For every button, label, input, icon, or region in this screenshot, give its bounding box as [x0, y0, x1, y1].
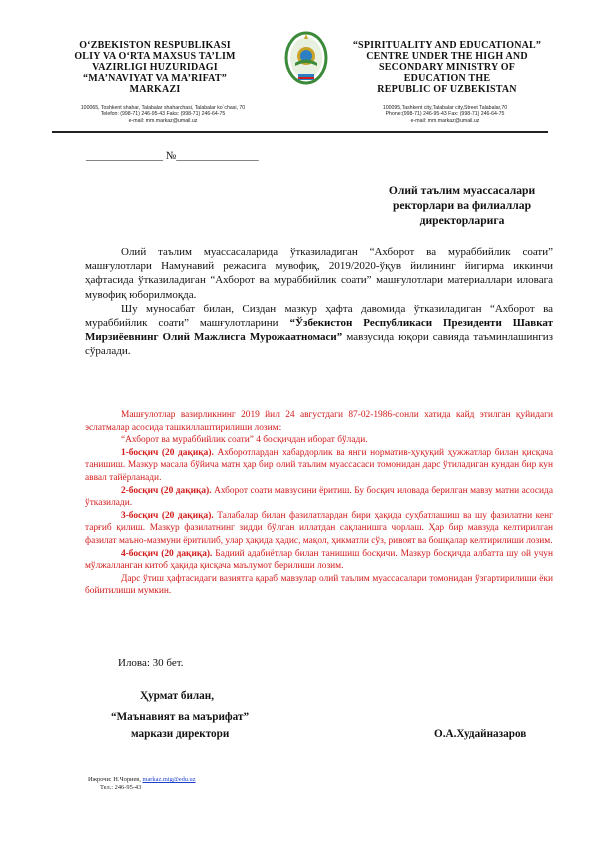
step-3-text: Талабалар билан фазилатлардан бири ҳақида суҳбатлашиш ва шу фазилатни кенг тарғиб қилиш. Мазкур фазилатнинг зидди бўлган иллатдан сақланишга чорлаш. Ҳар бир мавзуда келтирилган фазилат маъно-мазмуни ёритилиб, улар ҳақида ҳадис, мақол, ҳикматли сўз, ривоят ва бошқалар келтирилиши лозим. [85, 510, 553, 546]
guidelines-step-3 [85, 510, 553, 548]
step-2-text: Ахборот соати мавзусини ёритиш. Бу босқич иловада берилган мавзу матни асосида ўтказилади. [85, 485, 553, 509]
header-left-address [48, 105, 278, 124]
step-4-text: Бадиий адабиётлар билан танишиш босқичи. Мазкур босқичда албатта шу ой учун мўлжалланган китоб ҳақида қисқача маълумот берилиши лозим. [85, 548, 553, 572]
addressee-line: ректорлари ва филиаллар [392, 199, 532, 212]
header-right-line: “SPIRITUALITY AND EDUCATIONAL” [352, 40, 542, 51]
address-line: 100065, Toshkent shahar, Talabalar shaharchasi, Talabalar ko`chasi, 70 [80, 105, 246, 111]
paragraph-intro: Олий таълим муассасаларида ўтказиладиган “Ахборот ва мураббийлик соати” машғулотлари Намунавий режасига мувофиқ, 2019/2020-ўқув йилининг йигирма иккинчи ҳафтасида ўтказиладиган “Ахборот ва мураббийлик соати” машғулотлари материаллари иловага мувофиқ юборилмоқда. [85, 246, 553, 301]
signature-regards: Ҳурмат билан, [140, 690, 215, 702]
header-right-org [338, 40, 556, 95]
header-left-line: VAZIRLIGI HUZURIDAGI [92, 62, 218, 73]
address-line: e-mail: mm.markaz@umail.uz [128, 117, 198, 124]
step-1-text: Ахборотлардан хабардорлик ва янги норматив-ҳуқуқий ҳужжатлар билан қисқача танишиш. Мазкур масала бўйича матн ҳар бир олий таълим муассасаси томонидан дарс ўтиладиган кундан бир кун аввал тайёрланади. [85, 447, 553, 483]
request-text-start: Шу муносабат билан, Сиздан мазкур ҳафта давомида ўтказиладиган “Ахборот ва мураббийлик соати” машғулотларини [85, 302, 553, 330]
address-line: Telefon: (998-71) 246-95-43 Faks: (998-71) 246-64-75 [100, 111, 226, 118]
executor-phone: Тел.: 246-95-43 [100, 784, 142, 791]
signature-org-line-2: маркази директори [131, 728, 230, 740]
header-left-line: MARKAZI [129, 84, 181, 95]
guidelines-closing: Дарс ўтиш ҳафтасидаги вазиятга қараб мавзулар олий таълим муассасалари томонидан ўзгартирилиши ёки бойитилиши мумкин. [85, 573, 553, 597]
paragraph-request [85, 302, 553, 359]
addressee-block [362, 183, 562, 228]
signature-name: О.А.Худайназаров [434, 728, 527, 740]
header-left-line: “MA’NAVIYAT VA MA’RIFAT” [83, 73, 227, 84]
request-text-end: мавзусида юқори савияда таъминлашингиз сўралади. [85, 331, 553, 358]
executor-line [88, 776, 196, 784]
uzbekistan-emblem-icon [283, 30, 329, 86]
guidelines-intro: Машғулотлар вазирликнинг 2019 йил 24 августдаги 87-02-1986-сонли хатида кайд этилган қуйидаги эслатмалар асосида ташкиллаштирилиши лозим: [85, 410, 553, 433]
guidelines-intro-2: “Ахборот ва мураббийлик соати” 4 босқичдан иборат бўлади. [121, 435, 368, 446]
step-3-title: 3-босқич (20 дақиқа). [121, 510, 214, 521]
request-topic: “Ўзбекистон Республикаси Президенти Шавкат Мирзиёевнинг Олий Мажлисга Мурожаатномаси” [85, 317, 554, 344]
header-left-org [50, 40, 260, 95]
guidelines-step-1 [85, 447, 553, 485]
letter-body [85, 245, 553, 359]
executor-email-link[interactable]: markaz.mig@edu.uz [142, 776, 196, 783]
header-right-line: CENTRE UNDER THE HIGH AND [366, 51, 528, 62]
header-right-line: REPUBLIC OF UZBEKISTAN [377, 84, 517, 95]
signature-org-line-1: “Маънавият ва маърифат” [111, 711, 250, 723]
guidelines-section [85, 409, 553, 598]
step-4-title: 4-босқич (20 дақиқа). [121, 548, 213, 559]
guidelines-step-4 [85, 548, 553, 573]
addressee-line: директорларига [419, 214, 505, 227]
address-line: 100095,Tashkent city,Talabalar city,Street Talabalar,70 [382, 105, 508, 111]
addressee-line: Олий таълим муассасалари [388, 184, 536, 197]
header-right-address [340, 105, 550, 124]
header-divider [52, 131, 548, 133]
header-right-line: EDUCATION THE [403, 73, 491, 84]
reference-number-line: ______________ №_______________ [86, 150, 259, 162]
header-left-line: O‘ZBEKISTON RESPUBLIKASI [79, 40, 231, 51]
footer-executor [88, 776, 196, 792]
step-2-title: 2-босқич (20 дақиқа). [121, 485, 212, 496]
executor-label: Ижрочи: Н.Чориев, [88, 776, 143, 783]
header-right-line: SECONDARY MINISTRY OF [378, 62, 516, 73]
address-line: e-mail: mm.markaz@umail.uz [410, 117, 480, 124]
step-1-title: 1-босқич (20 дақиқа). [121, 447, 214, 458]
attachment-note: Илова: 30 бет. [118, 657, 184, 669]
header-left-line: OLIY VA O‘RTA MAXSUS TA’LIM [74, 51, 236, 62]
guidelines-step-2 [85, 485, 553, 510]
address-line: Phone:(998-71) 246-95-43 Fax: (998-71) 246-64-75 [385, 111, 505, 118]
